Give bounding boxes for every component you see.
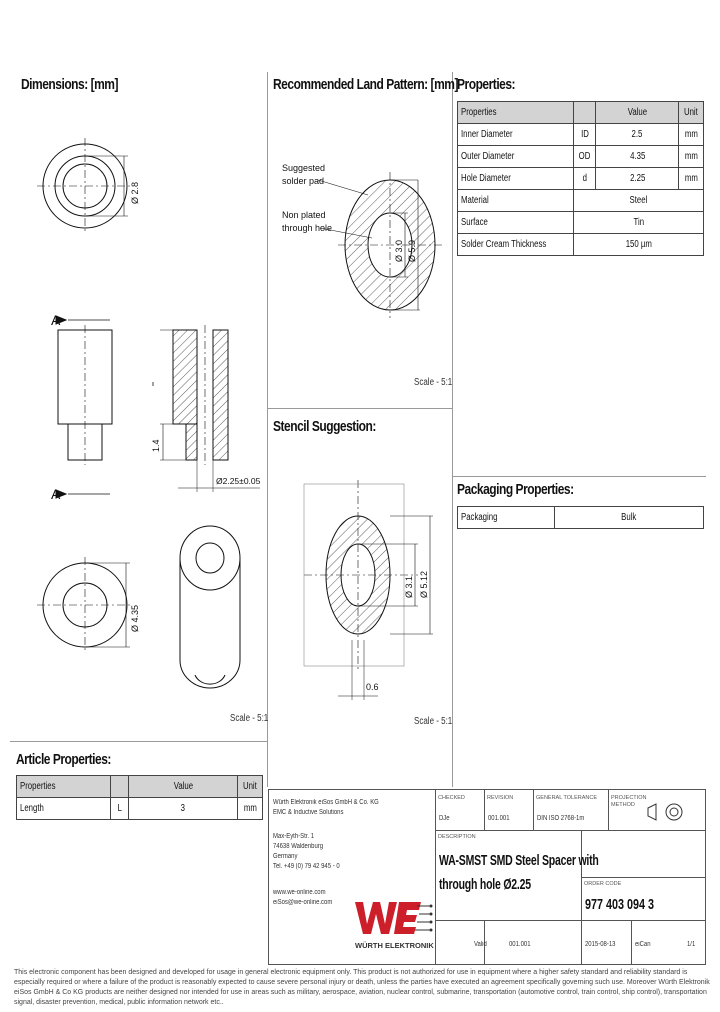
side-view [56,316,112,498]
order-code-label: ORDER CODE [584,881,622,887]
stencil-dim-outer-label: Ø 5.12 [419,570,429,598]
title-block [268,789,706,965]
divider-stencil-top [268,408,452,409]
logo-text: WÜRTH ELEKTRONIK [355,941,434,950]
company-line1: Würth Elektronik eiSos GmbH & Co. KG [273,799,379,806]
land-pattern-drawing [268,100,452,400]
address-line1: Max-Eyth-Str. 1 [273,833,314,840]
stencil-title: Stencil Suggestion: [273,418,376,435]
we-logo [351,890,435,962]
article-title: Article Properties: [16,751,111,768]
land-pattern-scale-label: Scale - 5:1 [414,377,453,388]
checked-value: DJe [439,815,450,822]
stencil-dim-inner-label: Ø 3.1 [404,575,414,598]
table-row: Hole Diameter d 2.25 mm [458,168,704,190]
label-pad-line1: Suggested [282,163,326,173]
header-value: Value [627,107,647,118]
dimensions-title: Dimensions: [mm] [21,76,118,93]
article-header-row: Properties Value Unit [17,776,263,798]
label-pad-line2: solder pad [282,176,325,186]
table-row: Material Steel [458,190,704,212]
properties-title: Properties: [457,76,516,93]
section-view [153,325,260,492]
divider-packaging-top [453,476,706,477]
dim-bottom-label: Ø 4.35 [130,604,140,632]
order-code: 977 403 094 3 [585,896,655,913]
dim-inner-label: Ø 3.0 [394,239,404,262]
section-marker-bottom: A [51,486,61,502]
bottom-view [37,557,133,653]
header-properties: Properties [461,107,497,118]
land-pattern-title: Recommended Land Pattern: [mm] [273,76,458,93]
address-line3: Germany [273,853,298,860]
revision-label: REVISION [487,795,514,801]
logo-mark [355,902,433,934]
description-label: DESCRIPTION [438,834,476,840]
table-row: Solder Cream Thickness 150 µm [458,234,704,256]
stencil-dim-gap-label: 0.6 [366,682,379,692]
general-tolerance-value: DIN ISO 2768-1m [537,815,585,822]
dimensions-scale-label: Scale - 5:1 [230,713,269,724]
table-row: Surface Tin [458,212,704,234]
email-link[interactable]: eiSos@we-online.com [273,899,333,906]
packaging-title: Packaging Properties: [457,481,574,498]
dim-outer-label: Ø 5.9 [407,239,417,262]
dimensions-drawing [10,100,268,740]
status-value: Valid [474,941,487,948]
packaging-table [457,506,704,529]
stencil-scale-label: Scale - 5:1 [414,716,453,727]
disclaimer-text: This electronic component has been designed and developed for usage in general electronic equipment only. This product is not authorized for use in equipment where a higher safety standard and reliability standard is especially required or where a failure of the product is reasonably expected to cause severe personal injury or death, unless the parties have executed an agreement specifically governing such use. Moreover Würth Elektronik eiSos GmbH & Co KG products are neither designed nor intended for use in areas such as military, aerospace, aviation, nuclear control, submarine, transportation (automotive control, train control, ship control), transportation signal, disaster prevention, medical, public information network etc.. [14,969,710,1006]
divider-article-top [10,741,268,742]
dim-section-height-label: 1.4 [151,439,161,452]
checked-label: CHECKED [438,795,465,801]
isometric-view [180,526,240,688]
section-marker-top: A [51,312,61,328]
address-line2: 74638 Waldenburg [273,843,324,850]
description-line2: through hole Ø2.25 [439,876,531,893]
address-line4: Tel. +49 (0) 79 42 945 - 0 [273,863,340,870]
dim-bore-label: Ø2.25±0.05 [216,476,261,486]
projection-label: PROJECTION METHOD [611,795,647,808]
description-line1: WA-SMST SMD Steel Spacer with [439,852,599,869]
page-value: 1/1 [687,941,696,948]
divider-vertical-right [452,72,453,787]
table-row: Inner Diameter ID 2.5 mm [458,124,704,146]
date-value: 2015-08-13 [585,941,616,948]
revision-value: 001.001 [488,815,510,822]
projection-icon [646,800,692,824]
header-unit: Unit [684,107,699,118]
company-line2: EMC & Inductive Solutions [273,809,344,816]
unit-value: eiCan [635,941,651,948]
table-row: Length L 3 mm [17,798,263,820]
business-unit-value: 001.001 [509,941,531,948]
dim-top-label: Ø 2.8 [130,181,140,204]
label-hole-line2: through hole [282,223,333,233]
website-link[interactable]: www.we-online.com [273,889,326,896]
general-tolerance-label: GENERAL TOLERANCE [536,795,598,801]
article-table [16,775,263,820]
properties-table [457,101,704,256]
top-view [37,138,133,234]
table-row: Outer Diameter OD 4.35 mm [458,146,704,168]
table-row: Packaging Bulk [458,507,704,529]
label-hole-line1: Non plated [282,210,326,220]
properties-header-row [458,102,704,124]
stencil-drawing [268,440,452,740]
